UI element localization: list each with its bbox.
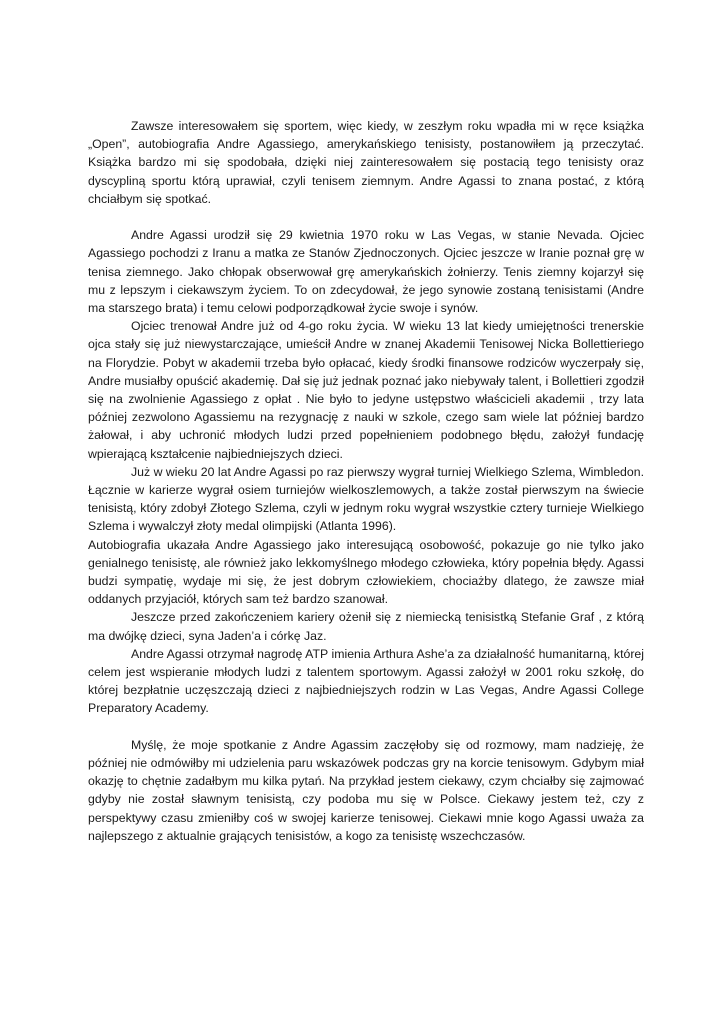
document-page xyxy=(88,117,644,845)
paragraph-family: Jeszcze przed zakończeniem kariery ożenił się z niemiecką tenisistką Stefanie Graf , z którą ma dwójkę dzieci, syna Jaden’a i córkę Jaz. xyxy=(88,610,644,643)
paragraph-charity: Andre Agassi otrzymał nagrodę ATP imienia Arthura Ashe’a za działalność humanitarną, której celem jest wspieranie młodych ludzi z talentem sportowym. Agassi założył w 2001 roku szkołę, do której bezpłatnie uczęszczają dzieci z najbiedniejszych rodzin w Las Vegas, Andre Agassi College Preparatory Academy. xyxy=(88,646,644,716)
paragraph-biography: Andre Agassi urodził się 29 kwietnia 1970 roku w Las Vegas, w stanie Nevada. Ojciec Agassiego pochodzi z Iranu a matka ze Stanów Zjednoczonych. Ojciec jeszcze w Iranie poznał grę w tenisa ziemnego. Jako chłopak obserwował grę amerykańskich żołnierzy. Tenis ziemny kojarzył się mu z lepszym i ciekawszym życiem. To on zdecydował, że jego synowie zostaną tenisistami (Andre ma starszego brata) i temu celowi podporządkował życie swoje i synów. xyxy=(88,228,644,316)
paragraph-personality: Autobiografia ukazała Andre Agassiego jako interesującą osobowość, pokazuje go nie tylko jako genialnego tenisistę, ale również jako lekkomyślnego młodego człowieka, który popełnia błędy. Agassi budzi sympatię, wydaje mi się, że jest dobrym człowiekiem, chociażby dlatego, że zawsze miał oddanych przyjaciół, których sam też bardzo szanował. xyxy=(88,537,644,607)
paragraph-intro: Zawsze interesowałem się sportem, więc kiedy, w zeszłym roku wpadła mi w ręce książka „Open”, autobiografia Andre Agassiego, amerykańskiego tenisisty, postanowiłem ją przeczytać. Książka bardzo mi się spodobała, dzięki niej zainteresowałem się postacią tego tenisisty oraz dyscypliną sportu którą uprawiał, czyli tenisem ziemnym. Andre Agassi to znana postać, z którą chciałbym się spotkać. xyxy=(88,119,644,206)
paragraph-meeting: Myślę, że moje spotkanie z Andre Agassim zaczęłoby się od rozmowy, mam nadzieję, że później nie odmówiłby mi udzielenia paru wskazówek podczas gry na korcie tenisowym. Gdybym miał okazję to chętnie zadałbym mu kilka pytań. Na przykład jestem ciekawy, czym chciałby się zajmować gdyby nie został sławnym tenisistą, czy podoba mu się w Polsce. Ciekawy jestem też, czy z perspektywy czasu zmieniłby coś w swojej karierze tenisowej. Ciekawi mnie kogo Agassi uważa za najlepszego z aktualnie grających tenisistów, a kogo za tenisistę wszechczasów. xyxy=(88,737,644,843)
paragraph-achievements: Już w wieku 20 lat Andre Agassi po raz pierwszy wygrał turniej Wielkiego Szlema, Wimbledon. Łącznie w karierze wygrał osiem turniejów wielkoszlemowych, a także został pierwszym na świecie tenisistą, który zdobył Złotego Szlema, czyli w jednym roku wygrał wszystkie cztery turnieje Wielkiego Szlema i wywalczył złoty medal olimpijski (Atlanta 1996). xyxy=(88,464,644,534)
paragraph-training: Ojciec trenował Andre już od 4-go roku życia. W wieku 13 lat kiedy umiejętności trenerskie ojca stały się już niewystarczające, umieścił Andre w znanej Akademii Tenisowej Nicka Bollettieriego na Florydzie. Pobyt w akademii trzeba było opłacać, kiedy środki finansowe rodziców wyczerpały się, Andre musiałby opuścić akademię. Dał się już jednak poznać jako niebywały talent, i Bollettieri zgodził się na zwolnienie Agassiego z opłat . Nie było to jedyne ustępstwo właścicieli akademii , trzy lata później zezwolono Agassiemu na rezygnację z nauki w szkole, czego sam wiele lat później bardzo żałował, i aby uchronić młodych ludzi przed popełnieniem podobnego błędu, założył fundację wpierającą kształcenie najbiedniejszych dzieci. xyxy=(88,319,644,461)
